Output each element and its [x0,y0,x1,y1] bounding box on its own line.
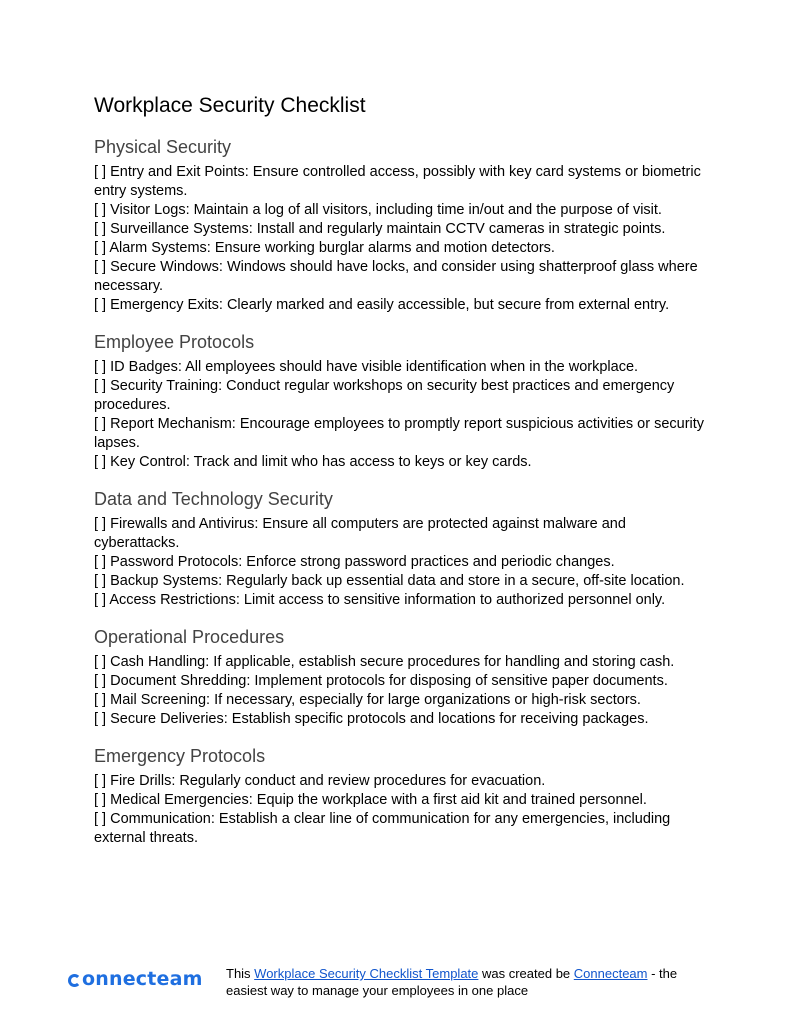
checklist-item: [ ] Key Control: Track and limit who has access to keys or key cards. [94,454,532,470]
checklist-item: [ ] Password Protocols: Enforce strong password practices and periodic changes. [94,554,615,570]
connecteam-logo[interactable] [68,968,203,990]
connecteam-c-logo-icon [68,974,81,987]
checklist-item: [ ] Secure Windows: Windows should have locks, and consider using shatterproof glass where necessary. [94,259,698,294]
footer-credit-text [226,965,706,999]
checklist-item: [ ] Security Training: Conduct regular workshops on security best practices and emergency procedures. [94,378,675,413]
footer-text-prefix: This [226,966,255,981]
checklist-item: [ ] Fire Drills: Regularly conduct and review procedures for evacuation. [94,773,546,789]
checklist-section [94,331,714,472]
checklist-item: [ ] Firewalls and Antivirus: Ensure all computers are protected against malware and cyberattacks. [94,516,626,551]
brand-name: onnecteam [82,968,203,990]
document-content [94,93,714,864]
checklist-section [94,626,714,729]
section-heading: Employee Protocols [94,332,255,352]
section-heading: Data and Technology Security [94,489,333,509]
footer-text-middle: was created be [478,966,574,981]
checklist-item: [ ] Communication: Establish a clear line of communication for any emergencies, including external threats. [94,811,671,846]
checklist-item: [ ] Access Restrictions: Limit access to sensitive information to authorized personnel only. [94,592,666,608]
checklist-item: [ ] ID Badges: All employees should have visible identification when in the workplace. [94,359,639,375]
checklist-items [94,163,714,315]
section-heading: Operational Procedures [94,627,285,647]
checklist-item: [ ] Report Mechanism: Encourage employees to promptly report suspicious activities or security lapses. [94,416,705,451]
checklist-section [94,136,714,315]
checklist-item: [ ] Mail Screening: If necessary, especially for large organizations or high-risk sectors. [94,692,641,708]
checklist-item: [ ] Alarm Systems: Ensure working burglar alarms and motion detectors. [94,240,555,256]
checklist-item: [ ] Entry and Exit Points: Ensure controlled access, possibly with key card systems or biometric entry systems. [94,164,701,199]
checklist-items [94,653,714,729]
checklist-items [94,358,714,472]
checklist-item: [ ] Surveillance Systems: Install and regularly maintain CCTV cameras in strategic points. [94,221,666,237]
checklist-section [94,745,714,848]
checklist-item: [ ] Medical Emergencies: Equip the workplace with a first aid kit and trained personnel. [94,792,647,808]
footer-text-suffix: - the easiest way to manage your employees in one place [226,966,678,998]
checklist-sections [94,136,714,848]
section-heading: Emergency Protocols [94,746,266,766]
checklist-item: [ ] Document Shredding: Implement protocols for disposing of sensitive paper documents. [94,673,668,689]
template-link[interactable]: Workplace Security Checklist Template [254,966,479,981]
checklist-item: [ ] Visitor Logs: Maintain a log of all visitors, including time in/out and the purpose of visit. [94,202,662,218]
section-heading: Physical Security [94,137,232,157]
checklist-item: [ ] Emergency Exits: Clearly marked and easily accessible, but secure from external entry. [94,297,670,313]
footer [68,963,728,1003]
checklist-items [94,515,714,610]
checklist-item: [ ] Secure Deliveries: Establish specific protocols and locations for receiving packages. [94,711,649,727]
page-title: Workplace Security Checklist [94,94,366,117]
checklist-item: [ ] Cash Handling: If applicable, establish secure procedures for handling and storing cash. [94,654,675,670]
checklist-section [94,488,714,610]
connecteam-link[interactable]: Connecteam [573,966,648,981]
checklist-items [94,772,714,848]
checklist-item: [ ] Backup Systems: Regularly back up essential data and store in a secure, off-site location. [94,573,685,589]
